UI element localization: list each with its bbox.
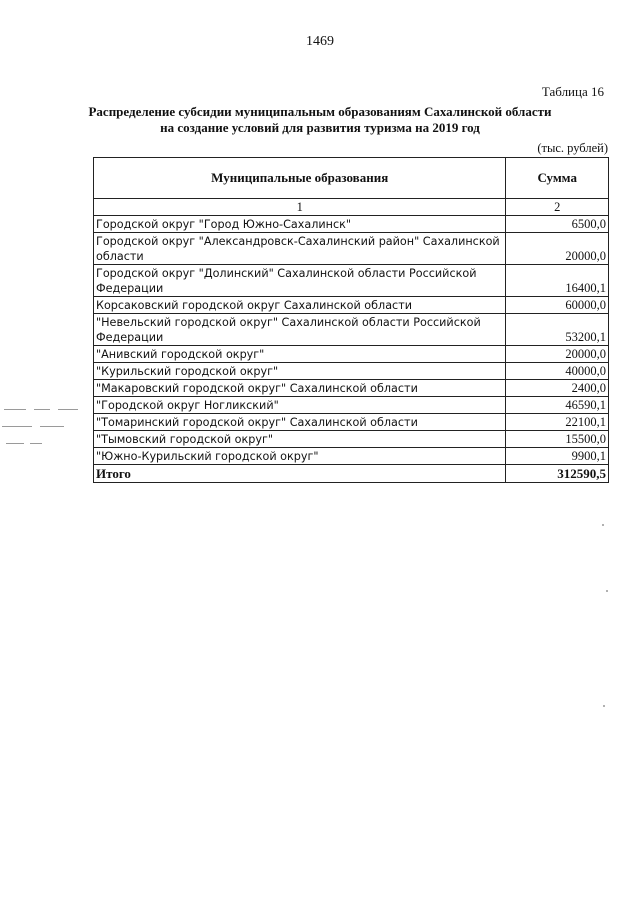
table-row bbox=[94, 297, 609, 314]
table-number: Таблица 16 bbox=[541, 84, 604, 99]
row-sum: 20000,0 bbox=[506, 233, 609, 265]
row-municipality: "Курильский городской округ" bbox=[94, 363, 506, 380]
table-row bbox=[94, 314, 609, 346]
row-municipality: "Тымовский городской округ" bbox=[94, 431, 506, 448]
row-municipality: "Томаринский городской округ" Сахалинской области bbox=[94, 414, 506, 431]
subsidy-table bbox=[93, 157, 609, 483]
table-row bbox=[94, 380, 609, 397]
scan-artifact bbox=[34, 409, 50, 410]
row-municipality: Корсаковский городской округ Сахалинской области bbox=[94, 297, 506, 314]
table-row bbox=[94, 265, 609, 297]
total-sum: 312590,5 bbox=[506, 465, 609, 483]
row-sum: 60000,0 bbox=[506, 297, 609, 314]
table-row bbox=[94, 431, 609, 448]
row-municipality: "Анивский городской округ" bbox=[94, 346, 506, 363]
row-sum: 16400,1 bbox=[506, 265, 609, 297]
row-sum: 22100,1 bbox=[506, 414, 609, 431]
table-row bbox=[94, 397, 609, 414]
table-row bbox=[94, 363, 609, 380]
scan-artifact bbox=[2, 426, 32, 427]
row-sum: 46590,1 bbox=[506, 397, 609, 414]
scan-artifact bbox=[6, 443, 24, 444]
table-title-line-1: Распределение субсидии муниципальным образованиям Сахалинской области bbox=[88, 104, 552, 119]
row-sum: 9900,1 bbox=[506, 448, 609, 465]
header-municipalities: Муниципальные образования bbox=[94, 158, 506, 199]
row-municipality: "Городской округ Ногликский" bbox=[94, 397, 506, 414]
table-title-line-2: на создание условий для развития туризма на 2019 год bbox=[160, 120, 480, 135]
row-sum: 2400,0 bbox=[506, 380, 609, 397]
table-row bbox=[94, 233, 609, 265]
scan-artifact bbox=[58, 409, 78, 410]
row-municipality: "Невельский городской округ" Сахалинской области Российской Федерации bbox=[94, 314, 506, 346]
column-number-2: 2 bbox=[506, 199, 609, 216]
table-row bbox=[94, 216, 609, 233]
row-sum: 20000,0 bbox=[506, 346, 609, 363]
total-row bbox=[94, 465, 609, 483]
row-sum: 53200,1 bbox=[506, 314, 609, 346]
scan-artifact bbox=[30, 443, 42, 444]
table-row bbox=[94, 414, 609, 431]
row-sum: 6500,0 bbox=[506, 216, 609, 233]
total-label: Итого bbox=[94, 465, 506, 483]
row-municipality: "Южно-Курильский городской округ" bbox=[94, 448, 506, 465]
row-municipality: Городской округ "Долинский" Сахалинской области Российской Федерации bbox=[94, 265, 506, 297]
table-title bbox=[60, 104, 580, 136]
table-header-row bbox=[94, 158, 609, 199]
scan-artifact bbox=[602, 524, 604, 526]
column-number-row bbox=[94, 199, 609, 216]
page-number: 1469 bbox=[306, 34, 334, 49]
row-municipality: Городской округ "Александровск-Сахалинский район" Сахалинской области bbox=[94, 233, 506, 265]
row-sum: 40000,0 bbox=[506, 363, 609, 380]
scan-artifact bbox=[603, 705, 605, 707]
row-municipality: "Макаровский городской округ" Сахалинской области bbox=[94, 380, 506, 397]
row-sum: 15500,0 bbox=[506, 431, 609, 448]
table-row bbox=[94, 346, 609, 363]
units-label: (тыс. рублей) bbox=[537, 141, 608, 155]
table-row bbox=[94, 448, 609, 465]
scan-artifact bbox=[40, 426, 64, 427]
header-sum: Сумма bbox=[506, 158, 609, 199]
scan-artifact bbox=[4, 409, 26, 410]
scan-artifact bbox=[606, 590, 608, 592]
row-municipality: Городской округ "Город Южно-Сахалинск" bbox=[94, 216, 506, 233]
column-number-1: 1 bbox=[94, 199, 506, 216]
